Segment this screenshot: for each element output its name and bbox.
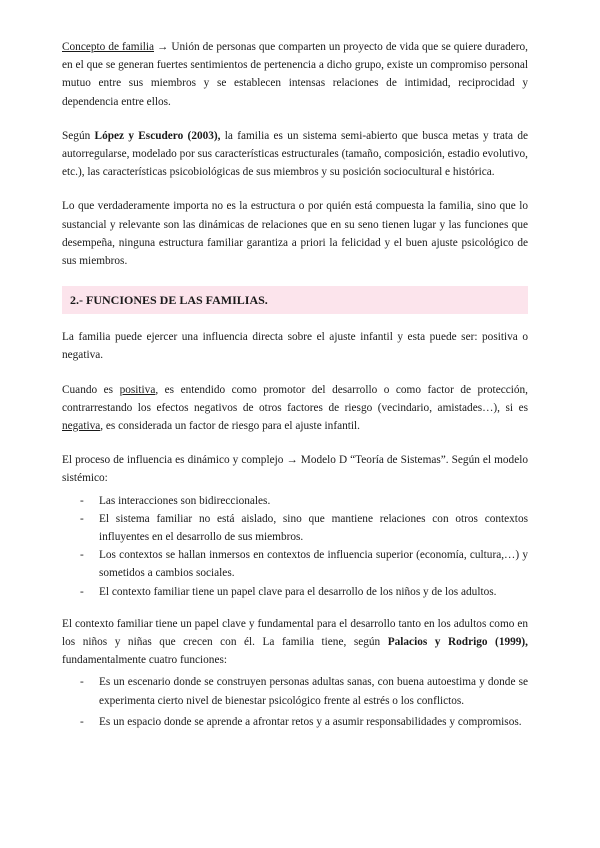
paragraph-positive-negative	[62, 381, 528, 436]
paragraph-lopez-escudero	[62, 127, 528, 182]
text-segment: la familia es un sistema semi-abierto que busca metas y trata de autorregularse, modelado por sus características estructurales (tamaño, composición, estadio evolutivo, etc.), las características psicobiológicas de sus miembros y su posición sociocultural e histórica.	[62, 129, 528, 179]
systemic-model-list	[62, 492, 528, 601]
paragraph-systems-model: El proceso de influencia es dinámico y complejo → Modelo D “Teoría de Sistemas”. Según el modelo sistémico:	[62, 454, 528, 485]
family-concept-definition: → Unión de personas que comparten un proyecto de vida que se quiere duradero, en el que se generan fuertes sentimientos de pertenencia a dicho grupo, existe un compromiso personal mutuo entre sus miembros y se establecen intensas relaciones de intimidad, reciprocidad y dependencia entre ellos.	[62, 41, 528, 108]
section-heading-functions: 2.- FUNCIONES DE LAS FAMILIAS.	[62, 286, 528, 314]
list-item: - Los contextos se hallan inmersos en contextos de influencia superior (economía, cultura,…) y sometidos a cambios sociales.	[62, 546, 528, 582]
term-positive: positiva	[119, 383, 156, 396]
term-negative: negativa	[62, 420, 101, 433]
list-item: - Es un escenario donde se construyen personas adultas sanas, con buena autoestima y donde se experimenta cierto nivel de bienestar psicológico frente al estrés o los conflictos.	[62, 673, 528, 709]
citation-palacios-rodrigo: Palacios y Rodrigo (1999),	[387, 636, 528, 649]
text-segment: , es considerada un factor de riesgo para el ajuste infantil.	[100, 420, 360, 433]
list-item: - Es un espacio donde se aprende a afrontar retos y a asumir responsabilidades y compromisos.	[62, 713, 528, 731]
paragraph-structure-importance: Lo que verdaderamente importa no es la estructura o por quién está compuesta la familia, sino que lo sustancial y relevante son las dinámicas de relaciones que en su seno tienen lugar y las funciones que desempeña, ninguna estructura familiar garantiza a priori la felicidad y el buen ajuste psicológico de sus miembros.	[62, 200, 528, 268]
document-body	[62, 38, 528, 745]
text-segment: Cuando es	[62, 383, 120, 396]
paragraph-palacios-rodrigo	[62, 615, 528, 670]
text-segment: fundamentalmente cuatro funciones:	[62, 654, 227, 667]
citation-lopez-escudero: López y Escudero (2003),	[94, 129, 221, 142]
family-functions-list	[62, 673, 528, 731]
text-segment: El contexto familiar tiene un papel clave y fundamental para el desarrollo tanto en los adultos como en los niños y niñas que crecen con él. La familia tiene, según	[62, 617, 528, 649]
paragraph-influence-intro: La familia puede ejercer una influencia directa sobre el ajuste infantil y esta puede ser: positiva o negativa.	[62, 331, 528, 362]
list-item: - Las interacciones son bidireccionales.	[62, 492, 528, 510]
list-item: - El sistema familiar no está aislado, sino que mantiene relaciones con otros contextos influyentes en el desarrollo de sus miembros.	[62, 510, 528, 546]
text-segment: , es entendido como promotor del desarrollo o como factor de protección, contrarrestando los efectos negativos de otros factores de riesgo (vecindario, amistades…), si es	[62, 383, 528, 414]
text-segment: Según	[62, 129, 95, 142]
term-family-concept: Concepto de familia	[62, 41, 155, 53]
paragraph-family-concept	[62, 38, 528, 111]
list-item: - El contexto familiar tiene un papel clave para el desarrollo de los niños y de los adultos.	[62, 583, 528, 601]
